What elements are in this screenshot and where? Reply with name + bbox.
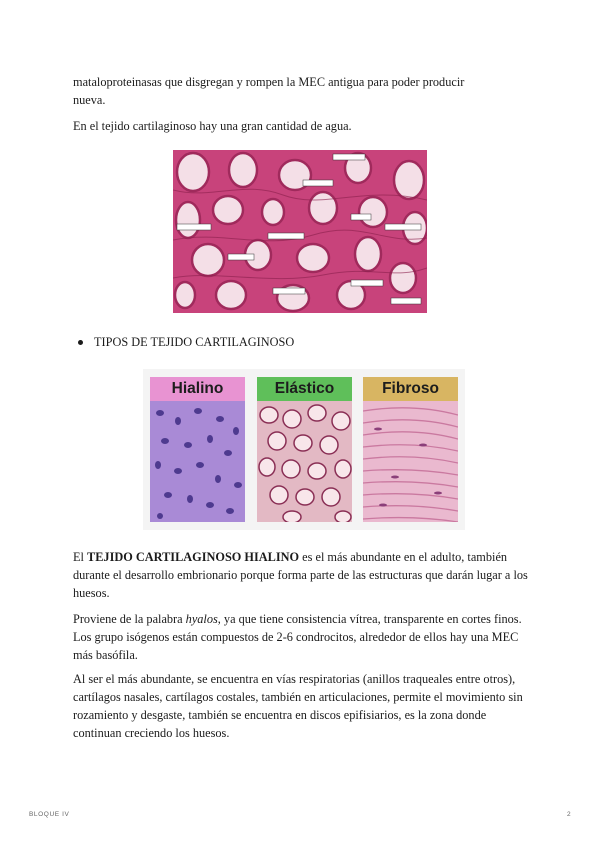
paragraph-water: En el tejido cartilaginoso hay una gran cantidad de agua. — [73, 119, 352, 133]
panel-hialino — [150, 377, 245, 522]
cartilage-micrograph — [173, 150, 427, 313]
fibroso-micrograph — [363, 401, 458, 522]
footer-section: BLOQUE IV — [29, 811, 70, 818]
italic-term: hyalos — [185, 612, 218, 626]
text-span: , ya que tiene consistencia vítrea, transparente en cortes finos. Los grupo isógenos están compuestos de 2-6 condrocitos, alrededor de ellos hay una MEC más basófila. — [73, 612, 522, 662]
elastico-micrograph — [257, 401, 352, 522]
bold-term: TEJIDO CARTILAGINOSO HIALINO — [87, 550, 300, 564]
text-span: es el más abundante en el adulto, también durante el desarrollo embrionario porque forma parte de las estructuras que darán lugar a los huesos. — [73, 550, 528, 600]
panel-fibroso — [363, 377, 458, 522]
paragraph-line: nueva. — [73, 93, 106, 107]
paragraph-hialino — [73, 548, 533, 602]
cartilage-types-figure — [143, 369, 465, 530]
hialino-micrograph — [150, 401, 245, 522]
panel-elastico — [257, 377, 352, 522]
bullet-text: TIPOS DE TEJIDO CARTILAGINOSO — [94, 335, 295, 349]
footer-page-number: 2 — [567, 811, 572, 818]
cartilage-micrograph-drawing — [173, 150, 427, 313]
paragraph-location: Al ser el más abundante, se encuentra en vías respiratorias (anillos traqueales entre otros), cartílagos nasales, cartílagos costales, también en articulaciones, permite el movimiento sin rozamiento y desgaste, también se encuentra en discos epifisiarios, es la zona donde continuan creciendo los huesos. — [73, 672, 523, 740]
bullet-icon — [78, 340, 83, 345]
paragraph-continuation — [73, 73, 533, 109]
paragraph-origin — [73, 610, 533, 664]
text-span: El — [73, 550, 88, 564]
bullet-item — [78, 335, 294, 350]
text-span: Proviene de la palabra — [73, 612, 186, 626]
panel-label-fibroso: Fibroso — [363, 377, 458, 401]
panel-label-hialino: Hialino — [150, 377, 245, 401]
panel-label-elastico: Elástico — [257, 377, 352, 401]
paragraph-line: mataloproteinasas que disgregan y rompen la MEC antigua para poder producir — [73, 75, 465, 89]
